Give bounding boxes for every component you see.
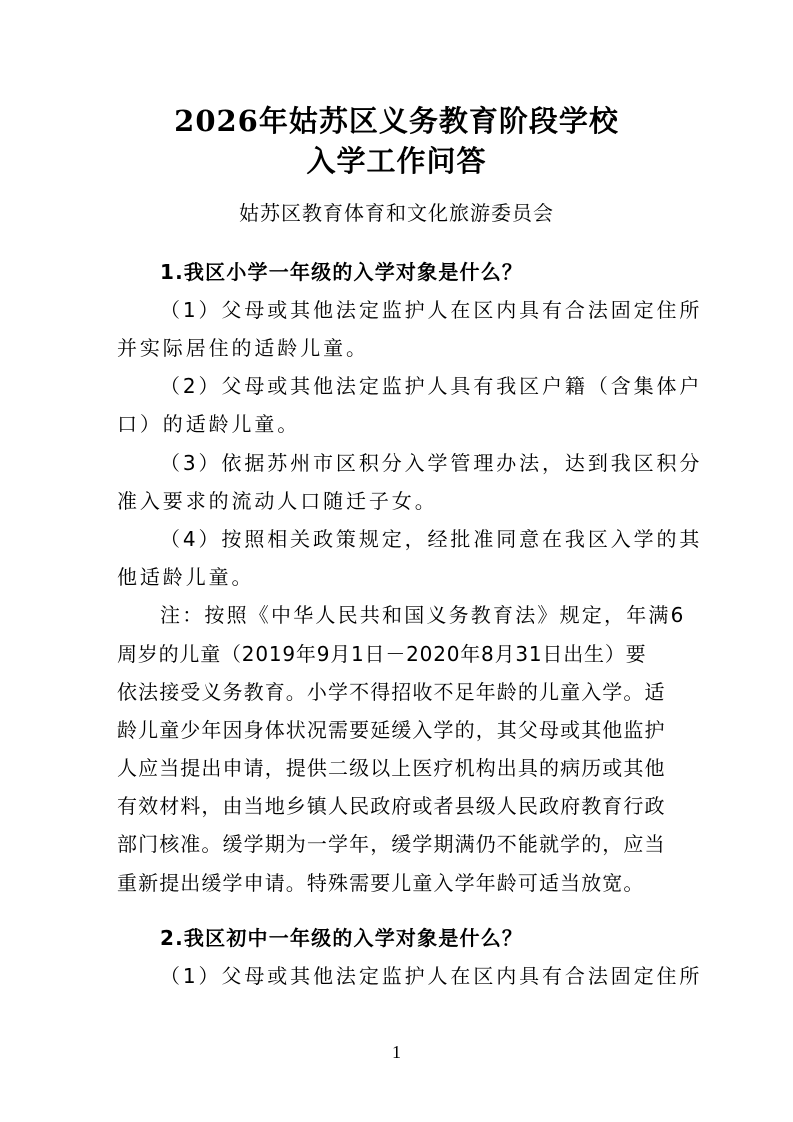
q1-line: 准入要求的流动人口随迁子女。 [117, 489, 438, 513]
q1-line: （4）按照相关政策规定，经批准同意在我区入学的其 [160, 527, 703, 551]
q1-line: 并实际居住的适龄儿童。 [117, 336, 369, 360]
q1-note-line: 人应当提出申请，提供二级以上医疗机构出具的病历或其他 [117, 756, 666, 780]
issuer-name: 姑苏区教育体育和文化旅游委员会 [239, 201, 554, 225]
q1-line: （3）依据苏州市区积分入学管理办法，达到我区积分 [160, 451, 703, 475]
q1-note-line: 部门核准。缓学期为一学年，缓学期满仍不能就学的，应当 [117, 832, 666, 856]
page-number: 1 [392, 1042, 401, 1062]
q1-note-line: 注：按照《中华人民共和国义务教育法》规定，年满6 [160, 603, 686, 627]
q1-note-line: 有效材料，由当地乡镇人民政府或者县级人民政府教育行政 [117, 794, 666, 818]
q1-line: （1）父母或其他法定监护人在区内具有合法固定住所 [160, 298, 703, 322]
q1-line: （2）父母或其他法定监护人具有我区户籍（含集体户 [160, 374, 703, 398]
q1-note-line: 重新提出缓学申请。特殊需要儿童入学年龄可适当放宽。 [117, 871, 645, 895]
q1-note-line: 依法接受义务教育。小学不得招收不足年龄的儿童入学。适 [117, 680, 666, 704]
question-2-heading: 2.我区初中一年级的入学对象是什么？ [160, 926, 524, 950]
q2-line: （1）父母或其他法定监护人在区内具有合法固定住所 [160, 964, 703, 988]
q1-line: 口）的适龄儿童。 [117, 412, 301, 436]
q1-note-line: 龄儿童少年因身体状况需要延缓入学的，其父母或其他监护 [117, 718, 666, 742]
question-1-heading: 1.我区小学一年级的入学对象是什么？ [160, 260, 524, 284]
document-title-line-1: 2026年姑苏区义务教育阶段学校 [174, 104, 619, 138]
q1-note-line: 周岁的儿童（2019年9月1日－2020年8月31日出生）要 [117, 642, 647, 666]
q1-line: 他适龄儿童。 [117, 565, 255, 589]
document-title-line-2: 入学工作问答 [306, 144, 487, 178]
